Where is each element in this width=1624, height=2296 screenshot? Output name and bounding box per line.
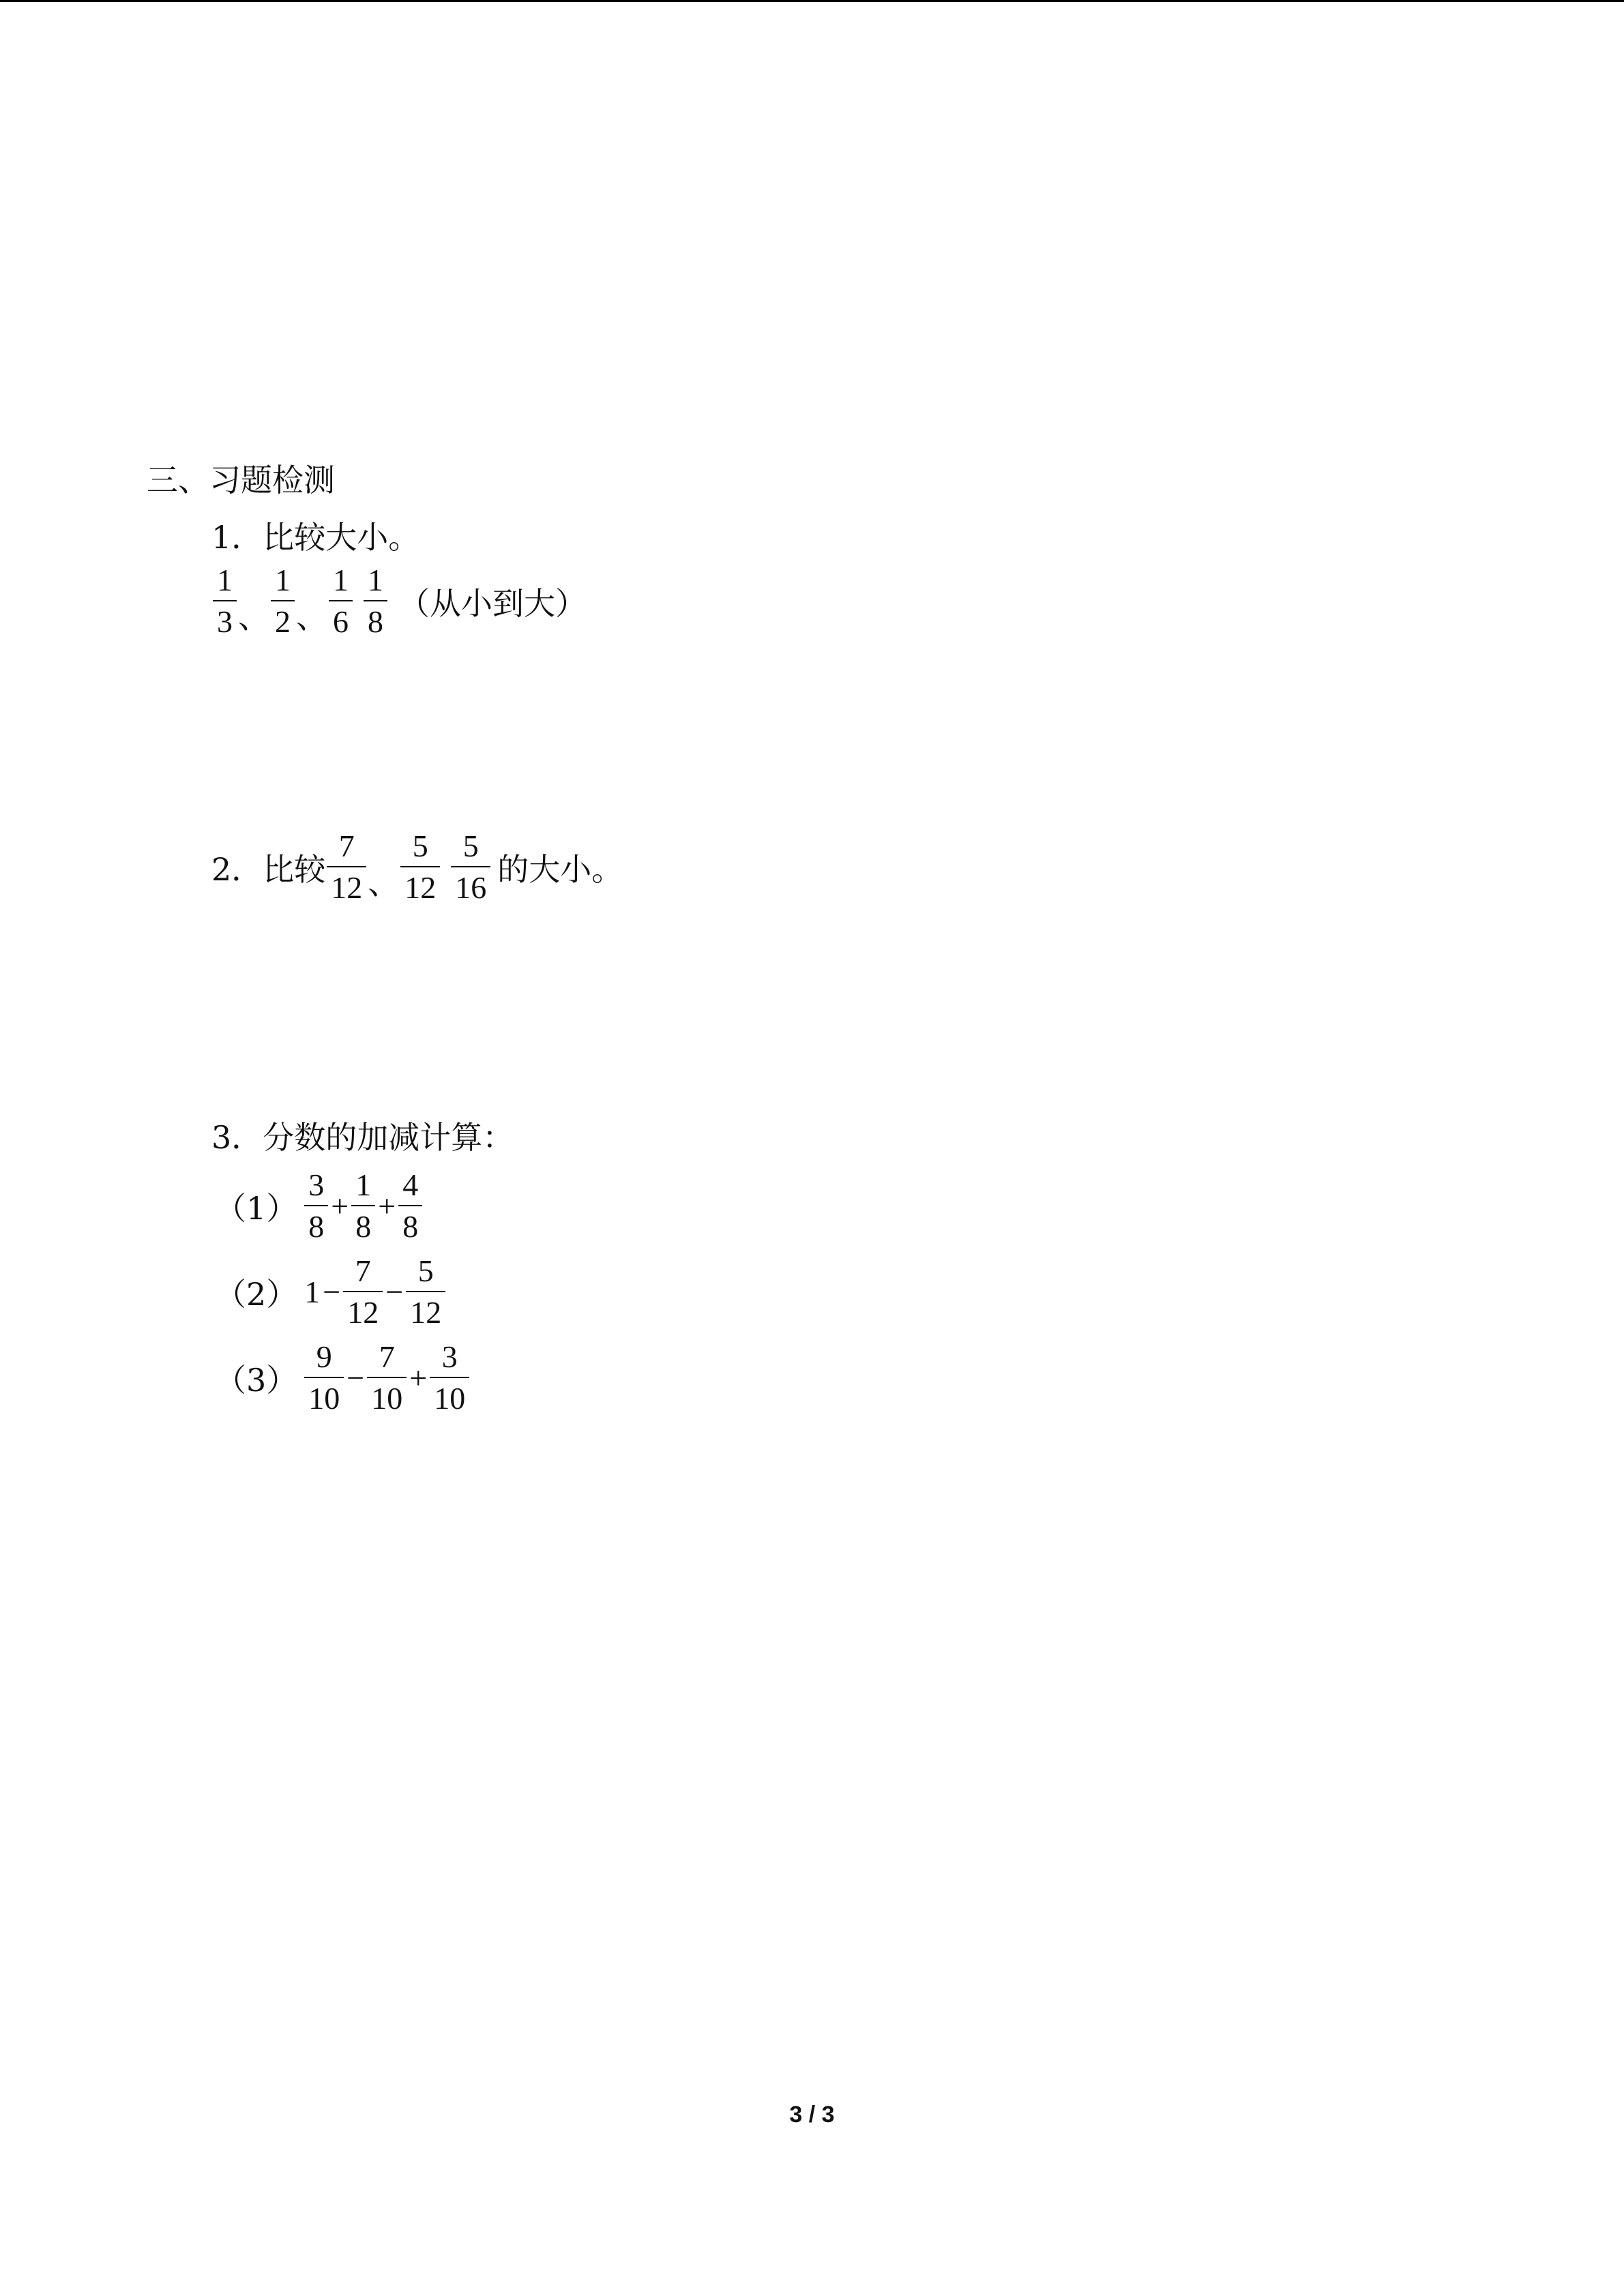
- page-number: 3 / 3: [789, 2102, 835, 2128]
- q3-item: [215, 1253, 447, 1331]
- q2-separator: 、: [368, 864, 400, 901]
- q3-operator: −: [385, 1274, 404, 1310]
- q3-fraction: $\frac{1}{8}$: [351, 1167, 375, 1245]
- q3-fraction: $\frac{3}{10}$: [430, 1339, 469, 1417]
- q1-fraction: $\frac{1}{6}$: [329, 563, 353, 640]
- q2-fraction: $\frac{5}{12}$: [400, 829, 440, 906]
- q3-item-label: （3）: [215, 1361, 298, 1399]
- q3-fraction: $\frac{4}{8}$: [398, 1167, 422, 1245]
- q1-note: （从小到大）: [398, 584, 587, 622]
- q1-fractions: [211, 563, 587, 640]
- q1-separator: 、: [238, 598, 269, 636]
- q3-operator: +: [378, 1189, 396, 1224]
- q2-fraction: $\frac{5}{16}$: [451, 829, 490, 906]
- q3-item: [215, 1339, 471, 1417]
- q3-operator: +: [409, 1360, 428, 1396]
- q1-separator: 、: [296, 598, 327, 636]
- q3-item-label: （1）: [215, 1189, 298, 1227]
- q3-item: [215, 1167, 424, 1245]
- q2-line: [211, 829, 623, 906]
- q3-item-label: （2）: [215, 1275, 298, 1313]
- q3-operator: +: [331, 1189, 349, 1224]
- section-title: 三、习题检测: [147, 462, 335, 498]
- q3-number: 1: [304, 1274, 321, 1310]
- q3-fraction: $\frac{7}{10}$: [367, 1339, 407, 1417]
- q2-prefix: 2．比较: [211, 850, 326, 888]
- q1-title: 1．比较大小。: [211, 519, 420, 556]
- q1-fraction: $\frac{1}{3}$: [213, 563, 237, 640]
- q2-suffix: 的大小。: [497, 850, 623, 888]
- top-border-line: [0, 0, 1624, 2]
- q3-fraction: $\frac{9}{10}$: [304, 1339, 344, 1417]
- q2-fraction: $\frac{7}{12}$: [327, 829, 366, 906]
- q1-fraction: $\frac{1}{8}$: [364, 563, 387, 640]
- q1-fraction: $\frac{1}{2}$: [271, 563, 295, 640]
- q3-fraction: $\frac{7}{12}$: [343, 1253, 383, 1331]
- q3-operator: −: [323, 1274, 341, 1310]
- q3-title: 3．分数的加减计算：: [211, 1119, 514, 1156]
- q3-fraction: $\frac{5}{12}$: [406, 1253, 445, 1331]
- q3-operator: −: [346, 1360, 365, 1396]
- q3-fraction: $\frac{3}{8}$: [304, 1167, 328, 1245]
